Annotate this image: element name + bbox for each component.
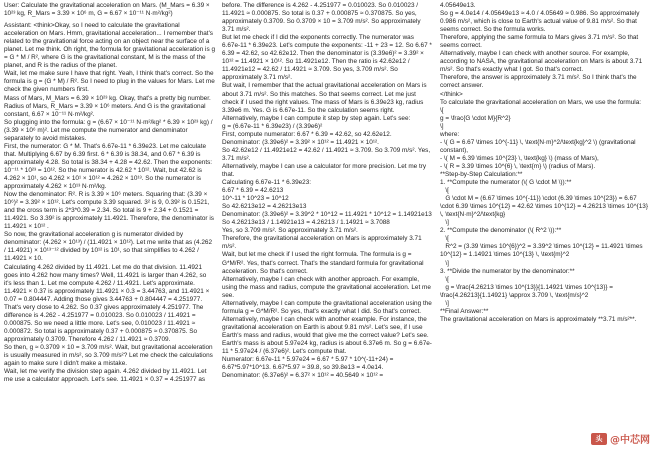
- text-line: **Final Answer:**: [440, 307, 489, 315]
- text-line: Alternatively, maybe I can check with another approach. For example, using the mass and radius, compute the gravitational acceleration. Let me see.: [222, 275, 433, 299]
- text-line: First, compute numerator: 6.67 * 6.39 = 42.62, so 42.62e12.: [222, 130, 392, 138]
- text-line: \]: [440, 219, 449, 227]
- text-line: 10^-11 * 10^23 = 10^12: [222, 195, 289, 203]
- text-line: Denominator: (3.39e6)² = 3.39^2 * 10^12 = 11.4921 * 10^12 = 1.14921e13: [222, 211, 432, 219]
- text-line: \[: [440, 187, 449, 195]
- text-line: Therefore, the gravitational acceleration on Mars is approximately 3.71 m/s².: [222, 235, 424, 251]
- text-line: 6.67 * 6.39 = 42.6213: [222, 187, 284, 195]
- text-line: Yes, so 3.709 m/s². So approximately 3.71 m/s².: [222, 227, 358, 235]
- text-line: Calculating 4.262 divided by 11.4921. Let me do that division. 11.4921 goes into 4.262 how many times? Well, 11.4921 is larger than 4.262, so it's less than 1. Let me compute 4.262 / 11.4921. Let's approximate. 11.4921 × 0.37 is approximately 11.4921 × 0.3 = 3.44763, and 11.4921 × 0.07 = 0.804447. Adding those gives 3.44763 + 0.804447 = 4.251977. That's very close to 4.262. So 0.37 gives approximately 4.251977. The difference is 4.262 - 4.251977 = 0.010023. So 0.010023 / 11.4921 = 0.000875. So we need a little more. Let's see, 0.010023 / 11.4921 ≈ 0.000872. So total is approximately 0.37 + 0.000875 ≈ 0.370875. So approximately 0.3709. Therefore 4.262 / 11.4921 ≈ 0.3709.: [4, 263, 212, 343]
- text-line: **Step-by-Step Calculation:**: [440, 170, 523, 178]
- text-line: R^2 = (3.39 \times 10^{6})^2 = 3.39^2 \times 10^{12} = 11.4921 \times 10^{12} = 1.14921 \times 10^{13} \, \text{m}^2: [440, 243, 645, 259]
- text-line: - \( R = 3.39 \times 10^{6} \, \text{m} \) (radius of Mars).: [440, 162, 596, 170]
- text-line: But wait, I remember that the actual gravitational acceleration on Mars is about 3.71 m/s². So this matches. So that seems correct. Let me just check if I used the right values. The mass of Mars is 6.39e23 kg, radius 3.39e6 m. Yes. G is 6.67e-11. So the calculation seems right.: [222, 82, 429, 114]
- text-column-2: [218, 0, 436, 449]
- text-line: Assistant: <think>Okay, so I need to calculate the gravitational acceleration on Mars. Hmm, gravitational acceleration... I remember that's related to the gravitational force acting on an object near the surface of a planet. Let me think. Oh right, the formula for gravitational acceleration is g = G * M / R², where G is the gravitational constant, M is the mass of the planet, and R is the radius of the planet.: [4, 22, 217, 70]
- text-line: So plugging into the formula: g = (6.67 × 10⁻¹¹ N·m²/kg² * 6.39 × 10²³ kg) / (3.39 × 10⁶ m)². Let me compute the numerator and denominator separately to avoid mistakes.: [4, 118, 215, 142]
- text-line: Mass of Mars, M_Mars = 6.39 × 10²³ kg. Okay, that's a pretty big number. Radius of Mars, R_Mars = 3.39 × 10⁶ meters. And G is the gravitational constant, 6.67 × 10⁻¹¹ N·m²/kg².: [4, 94, 213, 118]
- text-line: 4.05649e13.: [440, 2, 476, 9]
- text-line: Calculating 6.67e-11 * 6.39e23:: [222, 179, 312, 187]
- text-line: G \cdot M = (6.67 \times 10^{-11}) \cdot (6.39 \times 10^{23}) = 6.67 \cdot 6.39 \times 10^{12} = 42.62 \times 10^{12} = 4.26213 \times 10^{13} \, \text{N·m}^2/\text{kg}: [440, 195, 650, 219]
- text-line: Alternatively, maybe I can compute it step by step again. Let's see:: [222, 114, 411, 122]
- text-line: To calculate the gravitational acceleration on Mars, we use the formula:: [440, 98, 642, 106]
- text-line: So 42.6213e12 = 4.26213e13: [222, 203, 307, 211]
- text-line: Alternatively, maybe I can compute the gravitational acceleration using the formula g = G*M/R². So yes, that's exactly what I did. So that's correct.: [222, 299, 434, 315]
- watermark-text: @中芯网: [610, 435, 650, 446]
- text-line: - \( G = 6.67 \times 10^{-11} \, \text{N·m}^2/\text{kg}^2 \) (gravitational constant),: [440, 138, 638, 154]
- text-line: \]: [440, 299, 449, 307]
- text-line: So 4.26213e13 / 1.14921e13 = 4.26213 / 1.14921 ≈ 3.7088: [222, 219, 390, 227]
- text-line: Denominator: (6.37e6)² = 6.37² × 10¹² = 40.5649 × 10¹² =: [222, 372, 384, 380]
- text-line: </think>: [440, 90, 463, 98]
- text-line: - \( M = 6.39 \times 10^{23} \, \text{kg} \) (mass of Mars),: [440, 154, 599, 162]
- text-line: \]: [440, 122, 444, 130]
- text-line: g = \frac{G \cdot M}{R^2}: [440, 114, 511, 122]
- text-line: User: Calculate the gravitational acceleration on Mars. (M_Mars = 6.39 × 10²³ kg, R_Mars = 3.39 × 10⁶ m, G = 6.67 × 10⁻¹¹ N·m²/kg²): [4, 2, 212, 18]
- text-line: So 42.62e12 / 11.4921e12 = 42.62 / 11.4921 ≈ 3.709. So 3.709 m/s². Yes, 3.71 m/s².: [222, 146, 432, 162]
- text-line: Wait, let me verify the division step again. 4.262 divided by 11.4921. Let me use a calculator approach. Let's see. 11.4921 × 0.37 = 4.251977 as: [4, 368, 209, 384]
- text-line: before. The difference is 4.262 - 4.251977 = 0.010023. So 0.010023 / 11.4921 ≈ 0.000875. So total is 0.37 + 0.000875 ≈ 0.370875. So yes, approximately 0.3709. So 0.3709 × 10 = 3.709 m/s². So approximately 3.71 m/s².: [222, 2, 423, 34]
- text-line: But let me check if I did the exponents correctly. The numerator was 6.67e-11 * 6.39e23. Let's compute the exponents: -11 + 23 = 12. So 6.67 * 6.39 = 42.62, so 42.62e12. Then the denominator is (3.39e6)² = 3.39² × 10¹² = 11.4921 × 10¹². So 11.4921e12. Then the ratio is 42.62e12 / 11.4921e12 = 42.62 / 11.4921 ≈ 3.709. So yes, 3.709 m/s². So approximately 3.71 m/s².: [222, 34, 434, 82]
- text-line: \[: [440, 106, 444, 114]
- text-line: g = \frac{4.26213 \times 10^{13}}{1.14921 \times 10^{13}} = \frac{4.26213}{1.14921} \approx 3.709 \, \text{m/s}^2: [440, 283, 615, 299]
- text-line: 2. **Compute the denominator (\( R^2 \)):**: [440, 227, 562, 235]
- text-line: Wait, but let me check if I used the right formula. The formula is g = G*M/R². Yes, that's correct. That's the standard formula for gravitational acceleration. So that's correct.: [222, 251, 426, 275]
- text-line: \[: [440, 275, 449, 283]
- text-line: where:: [440, 130, 460, 138]
- text-line: Therefore, applying the same formula to Mars gives 3.71 m/s². So that seems correct.: [440, 34, 640, 50]
- text-line: Alternatively, maybe I can use a calculator for more precision. Let me try that.: [222, 162, 428, 178]
- text-line: So now, the gravitational acceleration g is numerator divided by denominator: (4.262 × 10¹³) / (11.4921 × 10¹²). Let me write that as (4.262 / 11.4921) × 10¹³⁻¹² divided by 10¹² is 10¹, so that simplifies to 4.262 / 11.4921 × 10.: [4, 231, 214, 263]
- text-line: g = (6.67e-11 * 6.39e23) / (3.39e6)²: [222, 122, 323, 130]
- text-line: Numerator: 6.67e-11 * 5.97e24 = 6.67 * 5.97 * 10^(-11+24) = 6.67*5.97*10^13. 6.67*5.97 ≈ 39.8, so 39.8e13 = 4.0e14.: [222, 356, 396, 372]
- text-line: The gravitational acceleration on Mars is approximately **3.71 m/s²**.: [440, 315, 637, 323]
- text-line: \]: [440, 259, 449, 267]
- text-column-3: [436, 0, 654, 449]
- text-line: Therefore, the answer is approximately 3.71 m/s². So I think that's the correct answer.: [440, 74, 639, 90]
- text-line: So then, g ≈ 0.3709 × 10 = 3.709 m/s². Wait, but gravitational acceleration is usually measured in m/s², so 3.709 m/s²? Let me check the calculations again to make sure I didn't make a mistake.: [4, 343, 215, 368]
- text-line: Alternatively, maybe I can check with another example. For instance, the gravitational acceleration on Earth is about 9.81 m/s². Let's see, if I use Earth's mass and radius, would that give me the correct value? Let's see. Earth's mass is about 5.97e24 kg, radius is about 6.37e6 m. So g = 6.67e-11 * 5.97e24 / (6.37e6)². Let's compute that.: [222, 315, 432, 356]
- text-line: \[: [440, 235, 449, 243]
- text-line: So g = 4.0e14 / 4.05649e13 ≈ 4.0 / 4.05649 ≈ 0.986. So approximately 0.986 m/s², which is close to Earth's actual value of 9.81 m/s². So that seems correct. So the formula works.: [440, 10, 642, 34]
- text-line: Now the denominator: R². R is 3.39 × 10⁶ meters. Squaring that: (3.39 × 10⁶)² = 3.39² × 10¹². Let's compute 3.39 squared. 3² is 9, 0.39² is 0.1521, and the cross term is 2*3*0.39 = 2.34. So total is 9 + 2.34 + 0.1521 = 11.4921. So 3.39² is approximately 11.4921. Therefore, the denominator is 11.4921 × 10¹² .: [4, 191, 216, 231]
- text-line: Denominator: (3.39e6)² = 3.39² × 10¹² = 11.4921 × 10¹².: [222, 138, 379, 146]
- watermark-badge: 头: [591, 433, 607, 445]
- text-line: Alternatively, maybe I can check with another source. For example, according to NASA, the gravitational acceleration on Mars is about 3.71 m/s². So that's exactly what I got. So that's correct.: [440, 50, 644, 74]
- text-column-1: [0, 0, 218, 449]
- text-line: First, the numerator: G * M. That's 6.67e-11 * 6.39e23. Let me calculate that. Multiplying 6.67 by 6.39 first. 6 * 6.39 is 38.34, and 0.67 * 6.39 is approximately 4.28. So total is 38.34 + 4.28 = 42.62. Then the exponents: 10⁻¹¹ * 10²³ = 10¹². So the numerator is 42.62 * 10¹². Wait, but 42.62 is 4.262 × 10¹, so 4.262 × 10¹ × 10¹² = 4.262 × 10¹³. So the numerator is approximately 4.262 × 10¹³ N·m²/kg.: [4, 142, 214, 191]
- text-line: Wait, let me make sure I have that right. Yeah, I think that's correct. So the formula is g = (G * M) / R². So I need to plug in the values for Mars. Let me check the given numbers first.: [4, 70, 217, 94]
- text-line: 1. **Compute the numerator (\( G \cdot M \)):**: [440, 179, 572, 187]
- text-line: 3. **Divide the numerator by the denominator:**: [440, 267, 575, 275]
